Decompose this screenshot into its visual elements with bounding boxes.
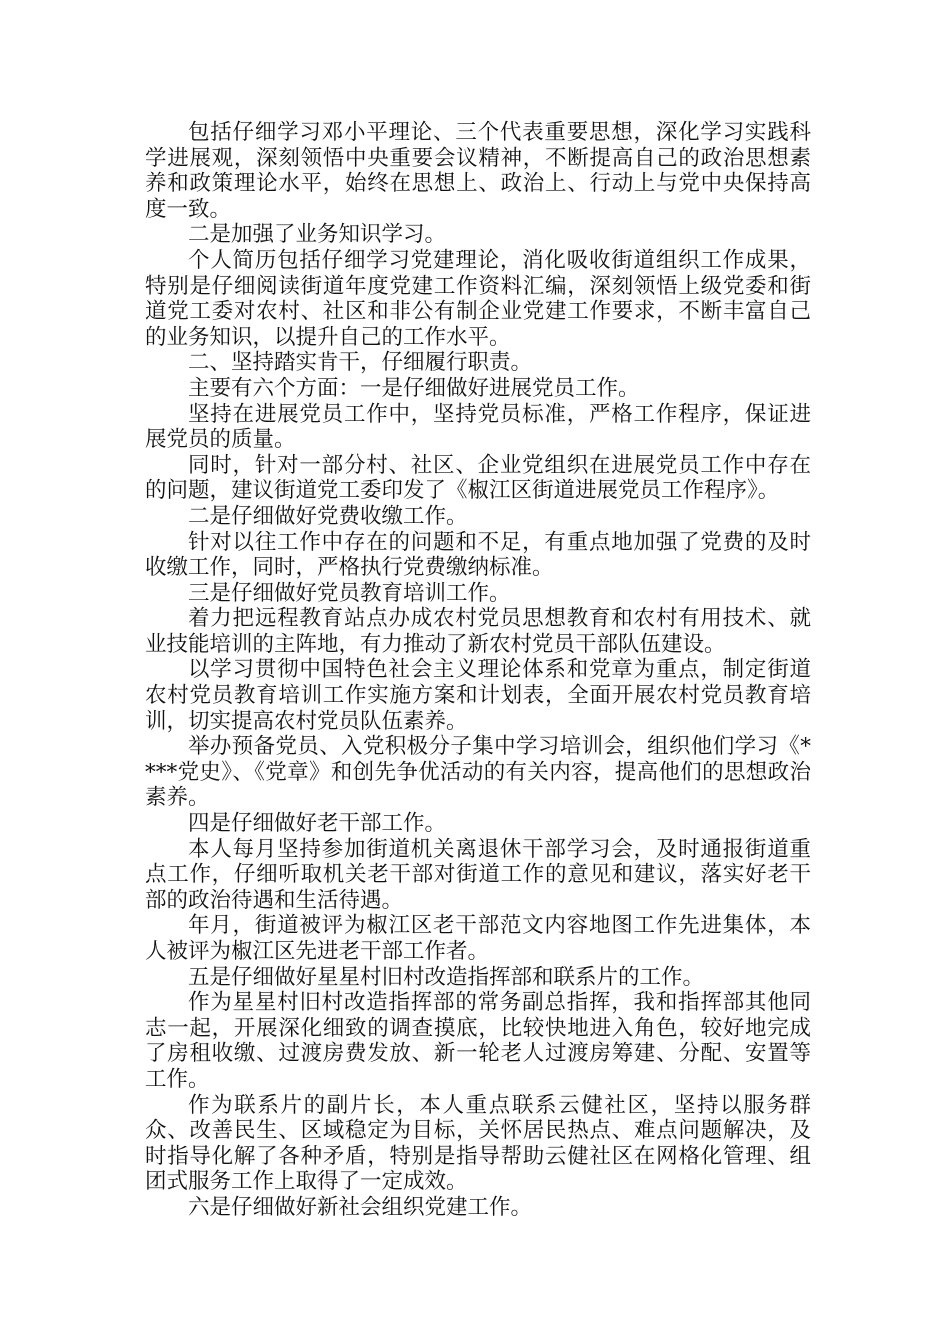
paragraph: 针对以往工作中存在的问题和不足，有重点地加强了党费的及时收缴工作，同时，严格执行党费缴纳标准。 bbox=[145, 529, 811, 581]
paragraph: 同时，针对一部分村、社区、企业党组织在进展党员工作中存在的问题，建议街道党工委印发了《椒江区街道进展党员工作程序》。 bbox=[145, 452, 811, 504]
paragraph: 作为联系片的副片长，本人重点联系云健社区，坚持以服务群众、改善民生、区域稳定为目标，关怀居民热点、难点问题解决，及时指导化解了各种矛盾，特别是指导帮助云健社区在网格化管理、组团式服务工作上取得了一定成效。 bbox=[145, 1092, 811, 1195]
paragraph: 作为星星村旧村改造指挥部的常务副总指挥，我和指挥部其他同志一起，开展深化细致的调查摸底，比较快地进入角色，较好地完成了房租收缴、过渡房费发放、新一轮老人过渡房筹建、分配、安置等工作。 bbox=[145, 990, 811, 1092]
paragraph: 包括仔细学习邓小平理论、三个代表重要思想，深化学习实践科学进展观，深刻领悟中央重要会议精神，不断提高自己的政治思想素养和政策理论水平，始终在思想上、政治上、行动上与党中央保持高度一致。 bbox=[145, 120, 811, 222]
paragraph: 着力把远程教育站点办成农村党员思想教育和农村有用技术、就业技能培训的主阵地，有力推动了新农村党员干部队伍建设。 bbox=[145, 606, 811, 657]
paragraph: 二是加强了业务知识学习。 bbox=[188, 222, 447, 248]
paragraph: 举办预备党员、入党积极分子集中学习培训会，组织他们学习《****党史》、《党章》和创先争优活动的有关内容，提高他们的思想政治素养。 bbox=[145, 734, 811, 811]
document-body bbox=[145, 120, 811, 1221]
paragraph: 二是仔细做好党费收缴工作。 bbox=[188, 503, 468, 529]
paragraph: 本人每月坚持参加街道机关离退休干部学习会，及时通报街道重点工作，仔细听取机关老干部对街道工作的意见和建议，落实好老干部的政治待遇和生活待遇。 bbox=[145, 836, 811, 913]
paragraph: 坚持在进展党员工作中，坚持党员标准，严格工作程序，保证进展党员的质量。 bbox=[145, 401, 811, 453]
paragraph: 以学习贯彻中国特色社会主义理论体系和党章为重点，制定街道农村党员教育培训工作实施方案和计划表，全面开展农村党员教育培训，切实提高农村党员队伍素养。 bbox=[145, 657, 811, 734]
paragraph: 五是仔细做好星星村旧村改造指挥部和联系片的工作。 bbox=[188, 964, 705, 990]
paragraph: 年月，街道被评为椒江区老干部范文内容地图工作先进集体，本人被评为椒江区先进老干部工作者。 bbox=[145, 913, 811, 964]
paragraph: 四是仔细做好老干部工作。 bbox=[188, 811, 447, 837]
paragraph: 主要有六个方面：一是仔细做好进展党员工作。 bbox=[188, 375, 640, 401]
paragraph: 三是仔细做好党员教育培训工作。 bbox=[188, 580, 511, 606]
paragraph: 二、坚持踏实肯干，仔细履行职责。 bbox=[188, 350, 533, 376]
paragraph: 个人简历包括仔细学习党建理论，消化吸收街道组织工作成果，特别是仔细阅读街道年度党建工作资料汇编，深刻领悟上级党委和街道党工委对农村、社区和非公有制企业党建工作要求，不断丰富自己的业务知识，以提升自己的工作水平。 bbox=[145, 247, 811, 350]
paragraph: 六是仔细做好新社会组织党建工作。 bbox=[188, 1194, 533, 1220]
